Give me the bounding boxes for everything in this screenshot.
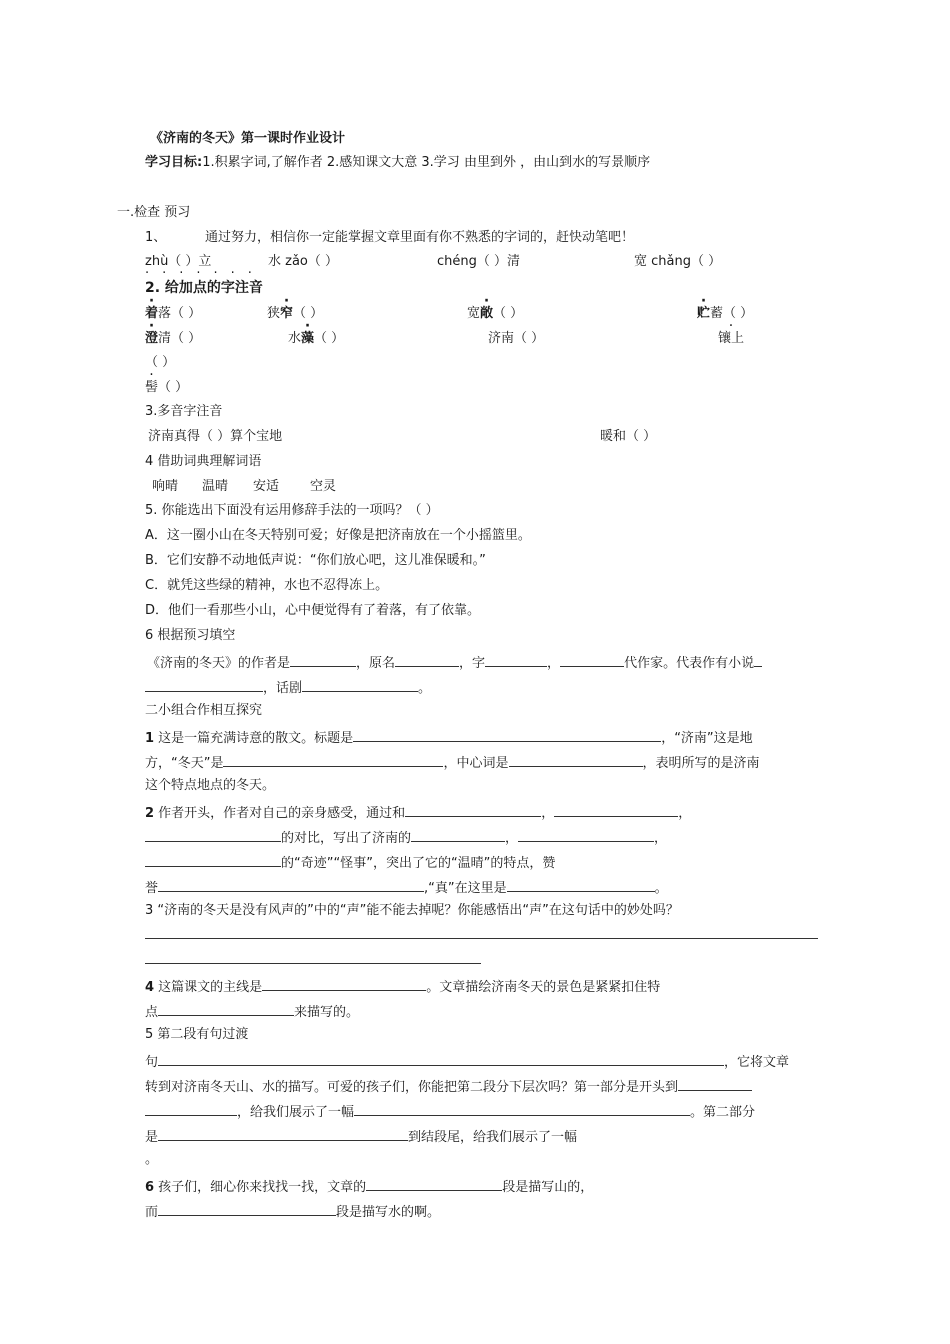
answer-blank[interactable]: [560, 652, 624, 667]
q6-text-zi: ，字: [459, 656, 486, 671]
q4-word-2: 温晴: [202, 479, 229, 494]
q4-word-1: 响晴: [152, 479, 179, 494]
dotted-char: 镶上: [718, 331, 745, 346]
q2-r1-rest-2: （ ）: [293, 306, 324, 321]
goals-label: 学习目标:: [145, 155, 203, 170]
p2-text-f: ，: [654, 831, 668, 846]
p1-text-d: ，中心词是: [443, 756, 509, 771]
q3-title: 3.多音字注音: [145, 404, 223, 419]
goals-text: 1.积累字词,了解作者 2.感知课文大意 3.学习 由里到外 ，由山到水的写景顺序: [202, 155, 651, 170]
q2-r1-rest-3: （ ）: [493, 306, 524, 321]
q2-row3: （ ）: [145, 355, 176, 370]
answer-blank[interactable]: [507, 877, 655, 892]
answer-blank[interactable]: [366, 1176, 502, 1191]
answer-blank[interactable]: [754, 652, 762, 667]
p6-text-a: 孩子们，细心你来找找一找，文章的: [154, 1180, 367, 1195]
q2-r1-item-2: [267, 305, 323, 323]
p1-number: 1: [145, 731, 155, 746]
p5-text-e: 。第二部分: [690, 1105, 756, 1120]
p2-line-2: [145, 827, 667, 848]
q2-r1-rest-4: 蓄（ ）: [710, 306, 754, 321]
q2-r2-pre-2: 水: [288, 331, 302, 346]
q1-item-1: zhù（ ）立: [145, 254, 212, 269]
p1-line-3: 这个特点地点的冬天。: [145, 778, 276, 793]
dotted-char: 窄: [280, 306, 294, 321]
answer-blank[interactable]: [290, 652, 356, 667]
q5-title: 5. 你能选出下面没有运用修辞手法的一项吗？（ ）: [145, 503, 439, 518]
q2-r2-rest-1: 清（ ）: [158, 331, 202, 346]
q6-line-2: [145, 677, 431, 698]
p5-text-a: 句: [145, 1055, 159, 1070]
answer-blank[interactable]: [302, 677, 418, 692]
p2-line-4: [145, 877, 668, 898]
p1-text-b: ，“济南”这是地: [661, 731, 753, 746]
p6-text-d: 段是描写水的啊。: [336, 1205, 441, 1220]
answer-blank[interactable]: [158, 877, 424, 892]
q2-r2-item-2: [288, 330, 344, 348]
p2-text-c: ，: [678, 806, 692, 821]
dotted-char: 髻: [145, 380, 159, 395]
q5-option-c: C．就凭这些绿的精神，水也不忍得冻上。: [145, 578, 389, 593]
p2-text-a: 作者开头，作者对自己的亲身感受，通过和: [154, 806, 406, 821]
p1-line-1: [145, 727, 753, 748]
p5-text-d: ，给我们展示了一幅: [237, 1105, 355, 1120]
p2-text-d: 的对比，写出了济南的: [281, 831, 412, 846]
q5-option-b: B．它们安静不动地低声说：“你们放心吧，这儿准保暖和。”: [145, 553, 486, 568]
p5-line-3: [145, 1101, 755, 1122]
q4-title: 4 借助词典理解词语: [145, 454, 262, 469]
answer-line[interactable]: [145, 963, 481, 964]
q1-item-3: chéng（ ）清: [437, 254, 521, 269]
p1-line-2: [145, 752, 760, 773]
q2-title: 2. 给加点的字注音: [145, 280, 263, 296]
dotted-char: 敞: [480, 306, 494, 321]
q3-item-a: 济南真得（ ）算个宝地: [148, 429, 283, 444]
q6-text-end: 。: [418, 681, 432, 696]
p5-line-2: [145, 1076, 752, 1097]
q4-word-3: 安适: [253, 479, 280, 494]
dotted-char: 着: [145, 306, 159, 321]
p6-line-2: [145, 1201, 440, 1222]
p4-text-d: 来描写的。: [294, 1005, 360, 1020]
p2-line-3: [145, 852, 555, 873]
answer-blank[interactable]: [509, 752, 643, 767]
p2-text-g: 的“奇迹”“怪事”，突出了它的“温晴”的特点，赞: [281, 856, 556, 871]
answer-blank[interactable]: [354, 1101, 690, 1116]
p3-question: 3 “济南的冬天是没有风声的”中的“声”能不能去掉呢？你能感悟出“声”在这句话中的妙处吗？: [145, 903, 679, 918]
answer-blank[interactable]: [145, 827, 281, 842]
q2-r2-item-4: [718, 330, 744, 348]
answer-blank[interactable]: [411, 827, 505, 842]
q6-text-author: 《济南的冬天》的作者是: [147, 656, 291, 671]
q6-text-drama: ，话剧: [263, 681, 303, 696]
p5-text-c: 转到对济南冬天山、水的描写。可爱的孩子们，你能把第二段分下层次吗？第一部分是开头到: [145, 1080, 679, 1095]
answer-blank[interactable]: [158, 1126, 408, 1141]
p6-text-b: 段是描写山的，: [502, 1180, 594, 1195]
p4-text-a: 这篇课文的主线是: [154, 980, 263, 995]
q1-item-4: 宽 chǎng（ ）: [634, 254, 722, 269]
q2-r1-rest-1: 落（ ）: [158, 306, 202, 321]
p2-text-i: ,“真”在这里是: [424, 881, 507, 896]
answer-blank[interactable]: [145, 677, 263, 692]
answer-blank[interactable]: [145, 1101, 237, 1116]
answer-blank[interactable]: [554, 802, 678, 817]
q2-r2-rest-2: （ ）: [314, 331, 345, 346]
answer-blank[interactable]: [405, 802, 541, 817]
q2-r1-pre-2: 狭: [267, 306, 281, 321]
q1-item-2: 水 zǎo（ ）: [268, 254, 339, 269]
p1-text-a: 这是一篇充满诗意的散文。标题是: [154, 731, 354, 746]
p4-text-c: 点: [145, 1005, 159, 1020]
answer-blank[interactable]: [223, 752, 443, 767]
q4-word-4: 空灵: [310, 479, 337, 494]
answer-blank[interactable]: [485, 652, 547, 667]
q1-intro: 通过努力，相信你一定能掌握文章里面有你不熟悉的字词的，赶快动笔吧！: [205, 230, 635, 245]
q6-title: 6 根据预习填空: [145, 628, 236, 643]
p5-line-1: [145, 1051, 789, 1072]
answer-blank[interactable]: [145, 852, 281, 867]
q2-row4: [145, 379, 188, 397]
p1-text-c: 方，“冬天”是: [145, 756, 224, 771]
q5-option-a: A．这一圈小山在冬天特别可爱；好像是把济南放在一个小摇篮里。: [145, 528, 531, 543]
p2-text-h: 誉: [145, 881, 159, 896]
q5-option-d: D．他们一看那些小山，心中便觉得有了着落，有了依靠。: [145, 603, 481, 618]
answer-blank[interactable]: [518, 827, 654, 842]
p5-text-g: 到结段尾，给我们展示了一幅: [408, 1130, 578, 1145]
q2-r1-pre-3: 宽: [467, 306, 481, 321]
answer-blank[interactable]: [353, 727, 661, 742]
learning-goals: [145, 154, 650, 172]
p4-line-2: [145, 1001, 359, 1022]
q6-text-era: 代作家。代表作有小说: [624, 656, 755, 671]
p5-line-5: 。: [145, 1152, 159, 1167]
q6-line-1: [147, 652, 762, 673]
q6-text-origname: ，原名: [356, 656, 396, 671]
dots-decoration: ·······: [145, 266, 265, 281]
answer-blank[interactable]: [158, 1051, 724, 1066]
answer-line[interactable]: [145, 938, 818, 939]
dotted-char: 贮: [697, 306, 711, 321]
p4-line-1: [145, 976, 660, 997]
answer-blank[interactable]: [678, 1076, 752, 1091]
p4-number: 4: [145, 980, 155, 995]
p5-text-f: 是: [145, 1130, 159, 1145]
dotted-char: 藻: [301, 331, 315, 346]
p2-text-e: ，: [505, 831, 519, 846]
dotted-char: 澄: [145, 331, 159, 346]
section-1-heading: 一.检查 预习: [117, 205, 191, 220]
answer-blank[interactable]: [395, 652, 459, 667]
p5-title: 5 第二段有句过渡: [145, 1027, 249, 1042]
answer-blank[interactable]: [158, 1001, 294, 1016]
p2-line-1: [145, 802, 691, 823]
q2-r1-item-4: [697, 305, 753, 323]
q6-text-comma: ，: [547, 656, 561, 671]
p6-number: 6: [145, 1180, 155, 1195]
q2-r1-item-3: [467, 305, 523, 323]
p1-text-e: ，表明所写的是济南: [642, 756, 760, 771]
p2-number: 2: [145, 806, 155, 821]
q2-r2-item-1: [145, 330, 201, 348]
p6-line-1: [145, 1176, 593, 1197]
p4-text-b: 。文章描绘济南冬天的景色是紧紧扣住特: [426, 980, 661, 995]
q2-r2-item-3: 济南（ ）: [488, 331, 545, 346]
page-title: 《济南的冬天》第一课时作业设计: [150, 131, 346, 146]
p2-text-b: ，: [541, 806, 555, 821]
section-2-heading: 二小组合作相互探究: [145, 703, 263, 718]
p5-line-4: [145, 1126, 577, 1147]
answer-blank[interactable]: [262, 976, 426, 991]
p2-text-j: 。: [654, 881, 668, 896]
q1-number: 1、: [145, 230, 167, 245]
q3-item-b: 暖和（ ）: [600, 429, 657, 444]
q2-r4-rest: （ ）: [158, 380, 189, 395]
p6-text-c: 而: [145, 1205, 159, 1220]
p5-text-b: ，它将文章: [724, 1055, 790, 1070]
answer-blank[interactable]: [158, 1201, 336, 1216]
